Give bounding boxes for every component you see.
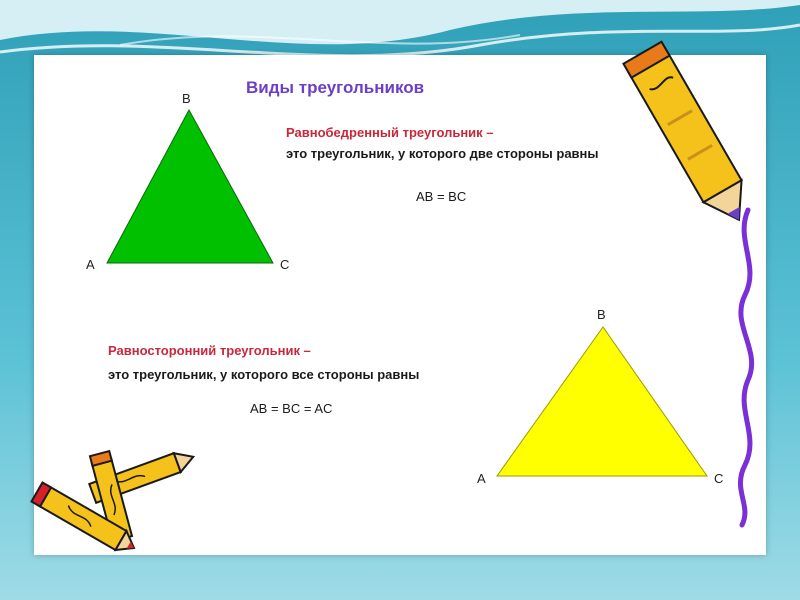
equilateral-formula: AB = BC = AC [250, 401, 333, 416]
equilateral-vertex-b: B [597, 307, 606, 322]
isosceles-definition: это треугольник, у которого две стороны равны [286, 146, 599, 161]
isosceles-vertex-c: C [280, 257, 290, 272]
isosceles-term: Равнобедренный треугольник – [286, 125, 494, 140]
isosceles-vertex-b: B [182, 91, 191, 106]
isosceles-formula: AB = BC [416, 189, 467, 204]
equilateral-vertex-c: C [714, 471, 724, 486]
equilateral-triangle [497, 327, 707, 476]
equilateral-definition: это треугольник, у которого все стороны равны [108, 367, 420, 382]
wavy-line-icon [740, 210, 751, 525]
slide-title: Виды треугольников [246, 78, 425, 97]
isosceles-vertex-a: A [86, 257, 95, 272]
pencil-icon [623, 42, 758, 231]
equilateral-vertex-a: A [477, 471, 486, 486]
equilateral-term: Равносторонний треугольник – [108, 343, 311, 358]
crayons-icon [31, 447, 196, 557]
isosceles-triangle [107, 110, 273, 263]
